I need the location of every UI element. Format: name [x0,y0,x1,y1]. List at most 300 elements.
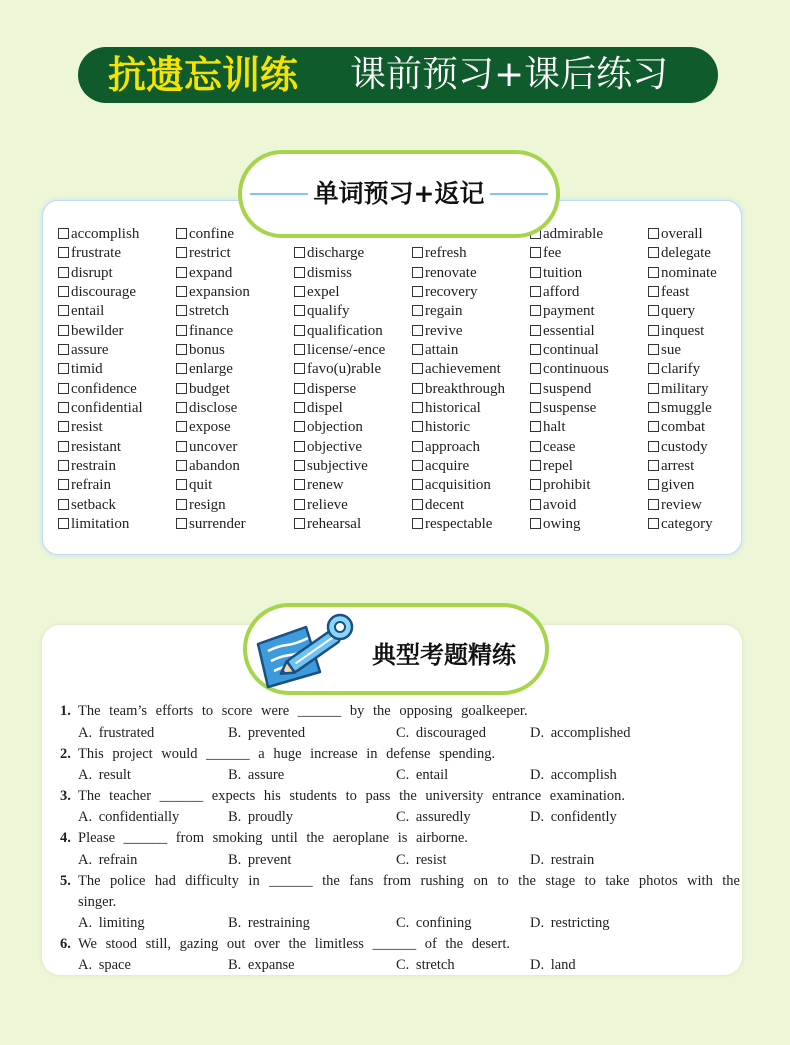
vocab-item [176,496,294,515]
vocab-word: fee [543,245,562,262]
vocab-item [58,476,176,495]
checkbox [176,228,187,239]
checkbox [412,305,423,316]
vocab-item [176,457,294,476]
answer-option: C. confining [396,915,472,932]
checkbox [648,518,659,529]
vocab-item [412,322,530,341]
vocab-item [648,399,766,418]
question-stem [60,744,742,765]
checkbox [58,247,69,258]
vocab-word: delegate [661,245,711,262]
vocab-item [530,438,648,457]
checkbox [412,267,423,278]
checkbox [648,363,659,374]
vocab-word: qualify [307,303,350,320]
vocab-column [530,225,648,535]
vocab-item [412,360,530,379]
checkbox [176,383,187,394]
vocab-word: expose [189,419,231,436]
vocab-word: overall [661,226,703,242]
vocab-word: acquisition [425,477,491,494]
answer-option: B. proudly [228,809,294,826]
vocab-word: custody [661,438,708,455]
vocab-word: military [661,380,709,397]
checkbox [412,363,423,374]
vocab-title: 单词预习+返记 [308,179,491,209]
vocab-item [58,264,176,283]
vocab-word: accomplish [71,226,140,242]
checkbox [294,325,305,336]
vocab-word: entail [71,303,105,320]
answer-option: B. assure [228,766,285,783]
vocab-word: cease [543,438,576,455]
answer-option: A. refrain [78,851,138,868]
checkbox [530,363,541,374]
vocab-word: repel [543,458,573,475]
checkbox [58,344,69,355]
answer-option: D. restricting [530,915,610,932]
vocab-column [294,225,412,535]
checkbox [530,383,541,394]
vocab-word: attain [425,342,459,359]
vocab-word: payment [543,303,595,320]
checkbox [294,518,305,529]
vocab-word: revive [425,322,463,339]
checkbox [648,344,659,355]
vocab-word: refrain [71,477,111,494]
vocab-column [176,225,294,535]
banner-subtitle: 课前预习+课后练习 [350,54,669,95]
checkbox [530,421,541,432]
vocab-word: recovery [425,284,478,301]
vocab-title-wrap [242,179,556,213]
vocab-word: relieve [307,496,348,513]
checkbox [58,267,69,278]
checkbox [530,499,541,510]
vocab-item [530,322,648,341]
checkbox [412,247,423,258]
vocab-word: owing [543,516,581,533]
checkbox [530,402,541,413]
checkbox [294,402,305,413]
vocab-word: feast [661,284,690,301]
answer-option: D. accomplish [530,766,617,783]
vocab-column [412,225,530,535]
vocab-item [294,360,412,379]
question-text: The team’s efforts to score were ______ by the opposing goalkeeper. [78,703,528,720]
vocab-word: timid [71,361,103,378]
vocab-item [412,457,530,476]
vocab-item [530,399,648,418]
question-text: The police had difficulty in ______ the fans from rushing on to the stage to take photos with the singer. [78,872,740,910]
vocab-word: resign [189,496,226,513]
vocab-word: renovate [425,264,477,281]
vocab-word: resistant [71,438,121,455]
vocab-item [412,380,530,399]
vocab-item [58,418,176,437]
vocab-item [648,283,766,302]
checkbox [294,479,305,490]
question-number: 2. [60,745,71,762]
checkbox [294,460,305,471]
vocab-item [412,496,530,515]
vocab-word: assure [71,342,109,359]
question-number: 4. [60,830,71,847]
question-stem [60,701,742,722]
vocab-item [58,225,176,244]
vocab-item [412,302,530,321]
question-number: 3. [60,788,71,805]
question-text: Please ______ from smoking until the aeroplane is airborne. [78,830,468,847]
checkbox [412,518,423,529]
checkbox [648,479,659,490]
vocab-word: suspense [543,400,597,417]
vocab-word: dispel [307,400,343,417]
checkbox [58,499,69,510]
question [60,744,742,786]
vocab-item [648,225,766,244]
answer-option: B. expanse [228,957,295,974]
option-row [78,765,742,786]
vocab-item [648,302,766,321]
checkbox [294,421,305,432]
top-banner [78,47,718,103]
vocab-item [58,496,176,515]
vocab-word: clarify [661,361,701,378]
vocab-word: category [661,516,713,533]
checkbox [530,247,541,258]
answer-option: C. discouraged [396,724,486,741]
checkbox [412,286,423,297]
vocab-word: disrupt [71,264,113,281]
vocab-item [530,476,648,495]
vocab-word: respectable [425,516,493,533]
vocab-word: confidence [71,380,137,397]
vocab-word: qualification [307,322,383,339]
checkbox [294,267,305,278]
vocab-word: confidential [71,400,143,417]
vocab-item [412,476,530,495]
vocab-word: given [661,477,695,494]
answer-option: A. result [78,766,131,783]
vocab-word: restrict [189,245,231,262]
vocab-item [58,360,176,379]
vocab-word: admirable [543,226,603,242]
question-text: We stood still, gazing out over the limitless ______ of the desert. [78,936,510,953]
answer-option: D. accomplished [530,724,631,741]
vocab-item [176,476,294,495]
vocab-word: finance [189,322,234,339]
checkbox [176,247,187,258]
checkbox [176,518,187,529]
vocab-word: confine [189,226,234,242]
answer-option: C. stretch [396,957,455,974]
question [60,828,742,870]
checkbox [294,286,305,297]
vocab-item [648,264,766,283]
answer-option: D. confidently [530,809,617,826]
answer-option: A. confidentially [78,809,180,826]
vocab-item [648,418,766,437]
vocab-word: acquire [425,458,470,475]
vocab-word: review [661,496,702,513]
question-list [60,701,742,976]
vocab-word: sue [661,342,681,359]
vocab-item [412,283,530,302]
vocab-item [412,515,530,534]
vocab-item [530,302,648,321]
checkbox [176,479,187,490]
vocab-word: subjective [307,458,368,475]
answer-option: D. restrain [530,851,595,868]
vocab-item [648,360,766,379]
answer-option: B. restraining [228,915,310,932]
question-text: This project would ______ a huge increase in defense spending. [78,745,496,762]
checkbox [530,518,541,529]
checkbox [58,325,69,336]
vocab-item [412,264,530,283]
vocab-word: objection [307,419,363,436]
vocab-item [294,399,412,418]
vocab-item [648,244,766,263]
vocab-item [530,380,648,399]
checkbox [58,363,69,374]
checkbox [530,267,541,278]
pencil-paper-icon [252,610,355,690]
checkbox [648,402,659,413]
question-text: The teacher ______ expects his students to pass the university entrance examination. [78,788,626,805]
vocab-word: expansion [189,284,250,301]
checkbox [530,460,541,471]
checkbox [58,421,69,432]
checkbox [412,402,423,413]
vocab-word: disperse [307,380,357,397]
vocab-word: disclose [189,400,238,417]
vocab-word: arrest [661,458,695,475]
checkbox [176,499,187,510]
vocab-word: expel [307,284,340,301]
vocab-word: frustrate [71,245,121,262]
vocab-item [176,244,294,263]
vocab-word: enlarge [189,361,233,378]
vocab-item [294,322,412,341]
vocab-word: uncover [189,438,238,455]
vocab-word: tuition [543,264,583,281]
vocab-word: bewilder [71,322,124,339]
checkbox [648,441,659,452]
question-number: 1. [60,703,71,720]
checkbox [176,421,187,432]
vocab-item [294,380,412,399]
checkbox [176,286,187,297]
checkbox [294,344,305,355]
checkbox [648,305,659,316]
checkbox [648,247,659,258]
vocab-item [530,457,648,476]
vocab-word: combat [661,419,706,436]
option-row [78,807,742,828]
answer-option: C. entail [396,766,449,783]
checkbox [294,247,305,258]
checkbox [176,305,187,316]
checkbox [176,441,187,452]
vocab-word: query [661,303,696,320]
vocab-word: abandon [189,458,240,475]
vocab-word: objective [307,438,362,455]
vocab-column [58,225,176,535]
vocab-word: regain [425,303,463,320]
checkbox [294,383,305,394]
vocab-word: historical [425,400,481,417]
vocab-word: budget [189,380,230,397]
question-stem [60,828,742,849]
vocab-item [530,496,648,515]
checkbox [648,267,659,278]
vocab-item [176,418,294,437]
vocab-word: inquest [661,322,705,339]
vocab-item [58,283,176,302]
checkbox [648,421,659,432]
checkbox [412,479,423,490]
checkbox [530,325,541,336]
vocab-word: suspend [543,380,592,397]
checkbox [648,325,659,336]
option-row [78,850,742,871]
question-stem [60,934,742,955]
checkbox [294,441,305,452]
checkbox [294,499,305,510]
vocab-item [648,496,766,515]
vocab-item [648,438,766,457]
vocab-item [648,457,766,476]
checkbox [176,402,187,413]
vocab-item [176,380,294,399]
vocab-item [58,380,176,399]
vocab-item [294,476,412,495]
vocab-word: continuous [543,361,609,378]
option-row [78,955,742,976]
checkbox [58,460,69,471]
vocab-item [294,496,412,515]
vocab-item [176,360,294,379]
vocab-item [648,341,766,360]
checkbox [176,344,187,355]
vocab-word: resist [71,419,103,436]
checkbox [412,421,423,432]
checkbox [648,228,659,239]
vocab-item [176,264,294,283]
vocab-tab [238,150,560,238]
question-stem [60,871,742,913]
vocab-item [176,438,294,457]
vocab-item [176,515,294,534]
vocab-item [294,341,412,360]
vocab-item [412,244,530,263]
vocab-word: continual [543,342,599,359]
vocab-item [648,515,766,534]
question [60,871,742,935]
answer-option: A. limiting [78,915,145,932]
vocab-item [294,438,412,457]
checkbox [412,499,423,510]
vocab-word: approach [425,438,480,455]
question [60,701,742,743]
option-row [78,913,742,934]
vocab-item [530,283,648,302]
vocab-item [412,399,530,418]
checkbox [294,363,305,374]
checkbox [176,363,187,374]
vocab-word: license/-ence [307,342,386,359]
vocab-item [530,264,648,283]
vocab-word: dismiss [307,264,353,281]
vocab-item [58,457,176,476]
checkbox [412,325,423,336]
vocab-item [294,264,412,283]
vocab-word: essential [543,322,595,339]
vocab-item [530,515,648,534]
vocab-word: quit [189,477,213,494]
vocab-item [648,380,766,399]
vocab-word: limitation [71,516,130,533]
vocab-word: renew [307,477,344,494]
vocab-item [530,418,648,437]
vocab-item [648,476,766,495]
checkbox [58,441,69,452]
checkbox [58,383,69,394]
vocab-word: bonus [189,342,225,359]
vocab-word: discourage [71,284,136,301]
answer-option: C. assuredly [396,809,471,826]
banner-highlight: 抗遗忘训练 [108,53,299,97]
vocab-item [294,244,412,263]
vocab-item [58,244,176,263]
vocab-word: afford [543,284,580,301]
checkbox [530,286,541,297]
vocab-word: prohibit [543,477,591,494]
vocab-item [58,341,176,360]
checkbox [412,344,423,355]
vocab-item [58,302,176,321]
vocab-word: avoid [543,496,577,513]
vocab-word: rehearsal [307,516,362,533]
vocab-item [58,399,176,418]
question [60,786,742,828]
question [60,934,742,976]
checkbox [648,499,659,510]
vocab-item [648,322,766,341]
checkbox [530,441,541,452]
vocab-item [530,244,648,263]
answer-option: C. resist [396,851,447,868]
vocab-item [530,360,648,379]
vocab-item [294,283,412,302]
vocab-word: historic [425,419,470,436]
vocab-item [176,322,294,341]
vocab-word: halt [543,419,566,436]
vocab-item [412,341,530,360]
vocab-word: expand [189,264,233,281]
vocab-word: nominate [661,264,717,281]
checkbox [58,305,69,316]
vocab-item [58,515,176,534]
checkbox [58,228,69,239]
answer-option: A. frustrated [78,724,155,741]
checkbox [412,441,423,452]
checkbox [530,305,541,316]
vocab-word: surrender [189,516,246,533]
